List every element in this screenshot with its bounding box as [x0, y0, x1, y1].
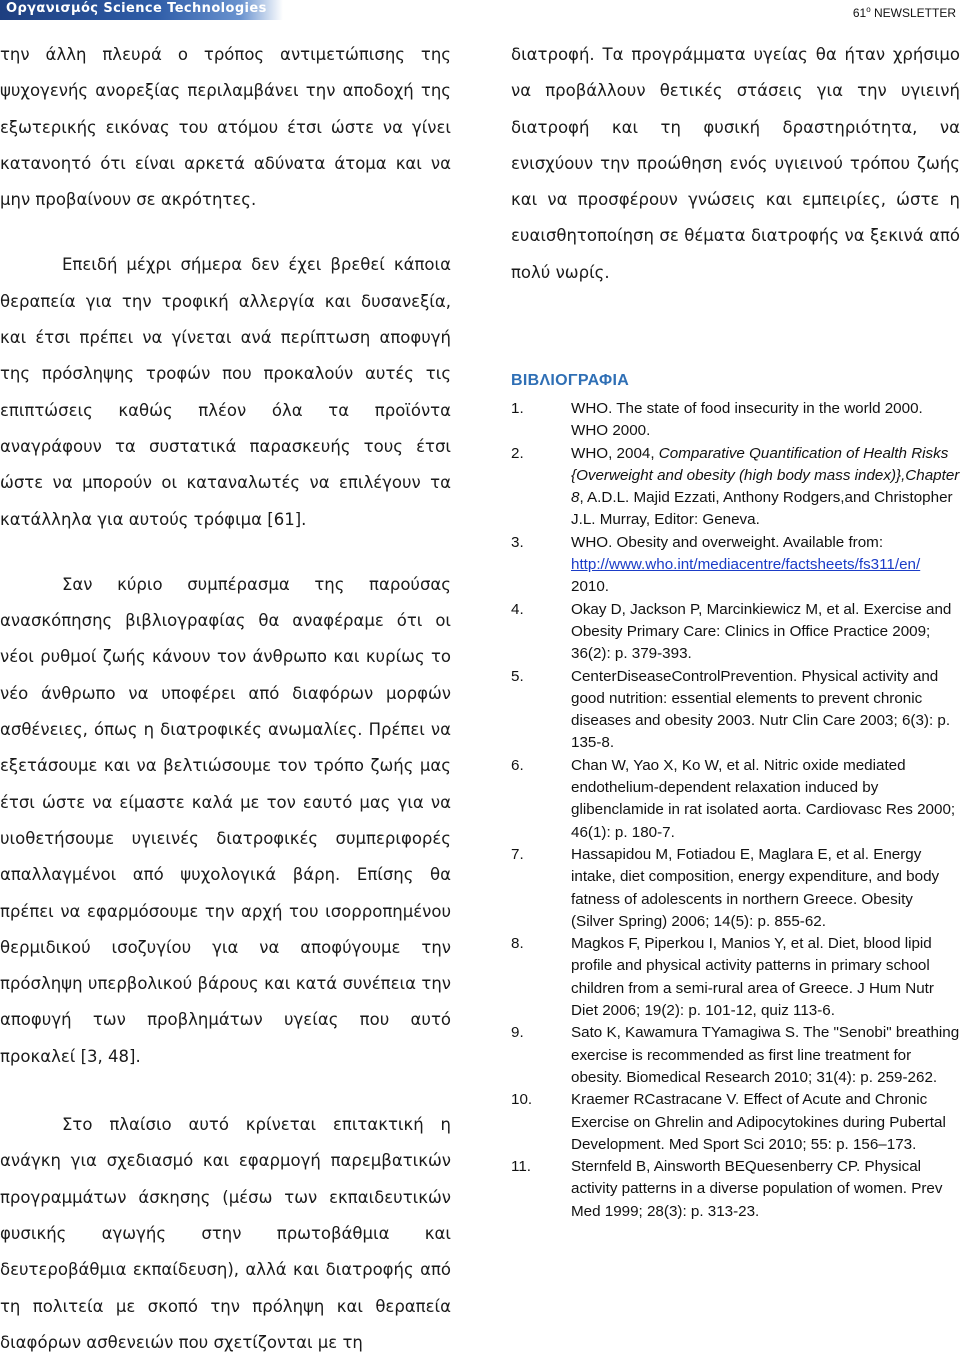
reference-text: Okay D, Jackson P, Marcinkiewicz M, et al. Exercise and Obesity Primary Care: Clinics in Office Practice 2009; 36(2): p. 379-393.: [571, 600, 952, 663]
reference-text: CenterDiseaseControlPrevention. Physical activity and good nutrition: essential elements to prevent chronic diseases and obesity 2003. Nutr Clin Care 2003; 6(3): p. 135-8.: [571, 667, 951, 752]
reference-item: [511, 1156, 960, 1223]
reference-item: [511, 532, 960, 599]
paragraph: Σαν κύριο συμπέρασμα της παρούσας ανασκόπησης βιβλιογραφίας θα αναφέραμε ότι οι νέοι ρυθμοί ζωής κάνουν τον άνθρωπο και κυρίως το νέο άνθρωπο να υποφέρει από διαφόρων μορφών ασθένειες, όπως η διατροφικές ανωμαλίες. Πρέπει να εξετάσουμε και να βελτιώσουμε τον τρόπο ζωής μας έτσι ώστε να είμαστε καλά με τον εαυτό μας για να υιοθετήσουμε υγιεινές διατροφικές συμπεριφορές απαλλαγμένοι από ψυχολογικά βάρη. Επίσης θα πρέπει να εφαρμόσουμε την αρχή του ισορροπημένου θερμιδικού ισοζυγίου για να αποφύγουμε την πρόσληψη υπερβολικού βάρους και κατά συνέπεια την αποφυγή των προβλημάτων υγείας που αυτό προκαλεί [3, 48].: [0, 574, 451, 1066]
reference-item: [511, 933, 960, 1022]
newsletter-issue: [853, 5, 956, 20]
reference-text: Sternfeld B, Ainsworth BEQuesenberry CP. Physical activity patterns in a diverse population of women. Prev Med 1999; 28(3): p. 313-23.: [571, 1158, 943, 1220]
reference-text: Hassapidou M, Fotiadou E, Maglara E, et al. Energy intake, diet composition, energy expenditure, and body fatness of adolescents in northern Greece. Obesity (Silver Spring) 2006; 14(5): p. 855-62.: [571, 845, 940, 930]
paragraph: Επειδή μέχρι σήμερα δεν έχει βρεθεί κάποια θεραπεία για την τροφική αλλεργία και δυσανεξία, και έτσι πρέπει να γίνεται ανά περίπτωση αποφυγή της πρόσληψης τροφών που προκαλούν αυτές τις επιπτώσεις καθώς πλέον όλα τα προϊόντα αναγράφουν τα συστατικά παρασκευής τους έτσι ώστε να μπορούν οι καταναλωτές να επιλέγουν τα κατάλληλα για αυτούς τρόφιμα [61].: [0, 255, 451, 529]
reference-text: WHO. The state of food insecurity in the world 2000. WHO 2000.: [571, 400, 923, 440]
header-banner: [0, 0, 283, 20]
reference-item: [511, 443, 960, 532]
reference-text: Sato K, Kawamura TYamagiwa S. The "Senobi" breathing exercise is recommended as first line treatment for obesity. Biomedical Research 2010; 31(4): p. 259-262.: [571, 1024, 960, 1086]
reference-item: [511, 599, 960, 666]
reference-number: 10.: [511, 1091, 533, 1109]
reference-number: 5.: [511, 667, 524, 685]
reference-number: 1.: [511, 400, 524, 417]
reference-text: 2010.: [571, 578, 610, 596]
reference-text: Kraemer RCastracane V. Effect of Acute and Chronic Exercise on Ghrelin and Adipocytokines during Pubertal Development. Med Sport Sci 2010; 55: p. 156–173.: [571, 1091, 946, 1153]
issue-number: 61: [852, 6, 867, 20]
right-column: [511, 37, 960, 291]
reference-text: Magkos F, Piperkou I, Manios Y, et al. Diet, blood lipid profile and physical activity patterns in primary school children from a semi-rural area of Greece. J Hum Nutr Diet 2006; 19(2): p. 101-12, quiz 113-6.: [571, 935, 934, 1020]
reference-item: [511, 755, 960, 844]
reference-text: , A.D.L. Majid Ezzati, Anthony Rodgers,and Christopher J.L. Murray, Editor: Geneva.: [571, 489, 953, 529]
reference-text: WHO, 2004,: [571, 444, 659, 462]
left-column: [0, 37, 451, 1361]
reference-item: [511, 398, 960, 443]
reference-text: WHO. Obesity and overweight. Available from:: [571, 533, 884, 551]
issue-suffix: o: [866, 5, 871, 14]
newsletter-label: NEWSLETTER: [873, 6, 956, 20]
bibliography-list: [511, 398, 960, 1223]
reference-number: 7.: [511, 845, 524, 863]
paragraph: διατροφή. Τα προγράμματα υγείας θα ήταν χρήσιμο να προβάλλουν θετικές στάσεις για την υγιεινή διατροφή και τη φυσική δραστηριότητα, να ενισχύουν την προώθηση ενός υγιεινού τρόπου ζωής και να προσφέρουν γνώσεις και εμπειρίες, ώστε η ευαισθητοποίηση σε θέματα διατροφής να ξεκινά από πολύ νωρίς.: [511, 45, 960, 282]
reference-link[interactable]: http://www.who.int/mediacentre/factsheets/fs311/en/: [571, 556, 921, 574]
reference-number: 6.: [511, 756, 524, 774]
reference-item: [511, 844, 960, 933]
reference-item: [511, 1089, 960, 1156]
reference-text: Chan W, Yao X, Ko W, et al. Nitric oxide mediated endothelium-dependent relaxation induced by glibenclamide in rat isolated aorta. Cardiovasc Res 2000; 46(1): p. 180-7.: [571, 756, 956, 841]
organization-name: Οργανισμός Science Technologies: [6, 1, 267, 16]
reference-number: 11.: [511, 1158, 531, 1176]
reference-number: 4.: [511, 600, 524, 618]
reference-item: [511, 1022, 960, 1089]
reference-title: Comparative Quantification of Health Risks {Overweight and obesity (high body mass index)},Chapter 8: [571, 444, 960, 507]
reference-number: 9.: [511, 1024, 524, 1042]
paragraph: Στο πλαίσιο αυτό κρίνεται επιτακτική η ανάγκη για σχεδιασμό και εφαρμογή παρεμβατικών προγραμμάτων άσκησης (μέσω των εκπαιδευτικών φυσικής αγωγής στην πρωτοβάθμια και δευτεροβάθμια εκπαίδευση), αλλά και διατροφής από τη πολιτεία με σκοπό την πρόληψη και θεραπεία διαφόρων ασθενειών που σχετίζονται με τη: [0, 1115, 451, 1352]
bibliography-title: ΒΙΒΛΙΟΓΡΑΦΙΑ: [511, 372, 630, 389]
reference-item: [511, 666, 960, 755]
reference-number: 2.: [511, 444, 524, 462]
paragraph: την άλλη πλευρά ο τρόπος αντιμετώπισης της ψυχογενής ανορεξίας περιλαμβάνει την αποδοχή της εξωτερικής εικόνας του ατόμου έτσι ώστε να γίνει κατανοητό ότι είναι αρκετά αδύνατα άτομα και να μην προβαίνουν σε ακρότητες.: [0, 45, 451, 210]
reference-number: 3.: [511, 533, 524, 551]
reference-number: 8.: [511, 935, 524, 953]
